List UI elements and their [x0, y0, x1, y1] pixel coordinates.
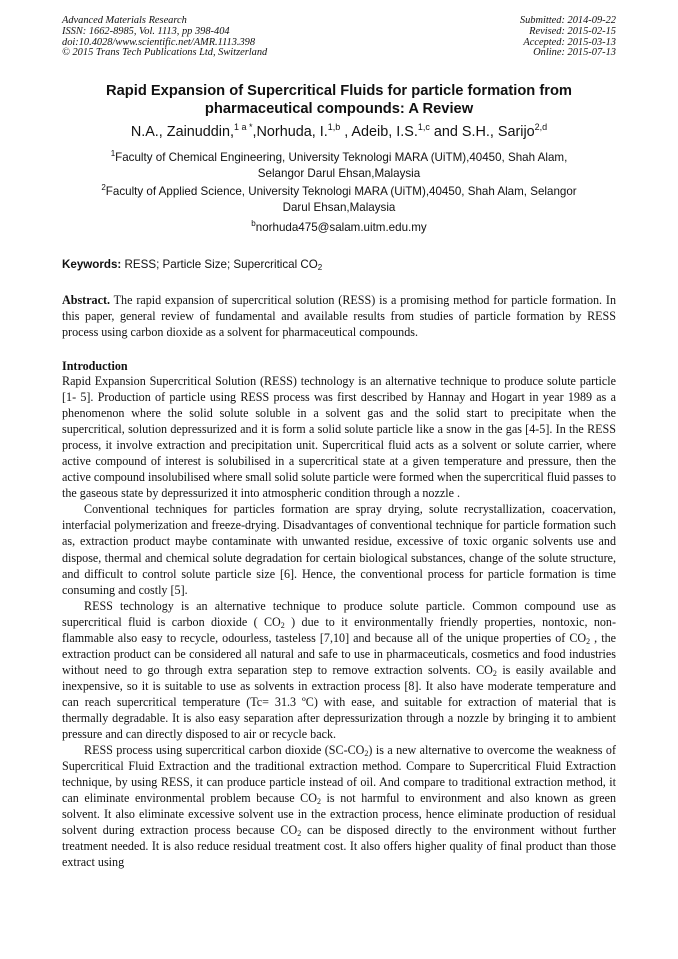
abstract-text: The rapid expansion of supercritical solution (RESS) is a promising method for particle formation. In this paper, general review of fundamental and available results from studies of particle formation by RESS process using carbon dioxide as a solvent for pharmaceutical compounds. [62, 293, 616, 340]
title-line-2: pharmaceutical compounds: A Review [204, 101, 474, 117]
paragraph-1: Rapid Expansion Supercritical Solution (RESS) technology is an alternative technique to produce solute particle [1- 5]. Production of particle using RESS process was first described by Hannay and Hogart in year 1989 as a phenomenon where the solid solute soluble in a solvent gas and the solid start to precipitate when the supercritical, solution depressurized and it is form a solid solute particle like a snow in the gas [4-5]. In the RESS process, it involve extraction and precipitation unit. Supercritical fluid acts as a solvent or solute carrier, where active compound of interest is solubilised in a supercritical state at a given temperature and pressure, then the active compound insolubilised where small solid solute particle were formed when the supercritical fluid passes to the gaseous state by depressurized it into atmospheric condition through a nozzle . [62, 374, 616, 501]
keywords-text: RESS; Particle Size; Supercritical CO [121, 258, 318, 271]
affiliation-2-line-1: Faculty of Applied Science, University Teknologi MARA (UiTM),40450, Shah Alam, Selangor [105, 185, 577, 198]
introduction-body [62, 373, 616, 870]
affiliation-1 [62, 150, 616, 181]
co2-subscript: 2 [297, 829, 302, 839]
co2-subscript: 2 [492, 668, 497, 678]
paragraph-4-part-a: RESS process using supercritical carbon dioxide (SC-CO [84, 743, 365, 758]
author-2: ,Norhuda, I. [252, 124, 328, 140]
keywords-label: Keywords: [62, 258, 122, 271]
paragraph-4-part-b: ) is a new alternative to overcome the weakness of Supercritical Fluid Extraction and the traditional extraction method. Compare to Supercritical Fluid Extraction technique, by using RESS, it can produce particle instead of oil. And compare to traditional extraction method, it can eliminate environmental problem because CO [62, 743, 616, 806]
section-heading-introduction: Introduction [62, 359, 128, 373]
paragraph-4 [62, 742, 616, 870]
co2-subscript: 2 [316, 797, 321, 807]
co2-subscript: 2 [280, 620, 285, 630]
email-address[interactable]: norhuda475@salam.uitm.edu.my [255, 221, 427, 234]
affiliation-1-marker: 1 [110, 149, 116, 158]
affiliation-1-line-1: Faculty of Chemical Engineering, University Teknologi MARA (UiTM),40450, Shah Alam, [115, 151, 568, 164]
affiliation-1-line-2: Selangor Darul Ehsan,Malaysia [257, 166, 421, 180]
corresponding-email [62, 220, 616, 236]
author-3-affil: 1,c [417, 122, 430, 132]
paragraph-3 [62, 598, 616, 742]
keywords-subscript: 2 [317, 263, 323, 272]
paragraph-3-part-c: , the extraction product can be considered all natural and safe to use in pharmaceuticals, cosmetics and food industries without need to go through extra separation step to remove extraction solvents. CO [62, 630, 616, 677]
paragraph-2: Conventional techniques for particles formation are spray drying, solute recrystallization, coacervation, interfacial polymerization and freeze-drying. Disadvantages of conventional technique for particle formation such as, extraction product maybe contaminate with unwanted residue, excessive of toxic organic solvents use and dispose, thermal and chemical solute degradation for certain biological substances, change of the solute structure, and difficult to control solute particle size [6]. Hence, the conventional process for particle formation is time consuming and costly [5]. [62, 502, 616, 597]
author-4: and S.H., Sarijo [429, 124, 535, 140]
abstract-label: Abstract. [62, 293, 111, 307]
paper-title [62, 82, 616, 118]
author-4-affil: 2,d [534, 122, 548, 132]
paragraph-3-part-a: RESS technology is an alternative technique to produce solute particle. Common compound use as supercritical fluid is carbon dioxide ( CO [62, 598, 616, 629]
doi-line: doi:10.4028/www.scientific.net/AMR.1113.398 [62, 36, 256, 48]
journal-info [62, 16, 267, 59]
keywords [62, 257, 616, 272]
author-3: , Adeib, I.S. [340, 124, 418, 140]
submitted-date: Submitted: 2014-09-22 [519, 15, 616, 26]
affiliation-2-marker: 2 [101, 183, 106, 192]
online-date: Online: 2015-07-13 [533, 47, 616, 59]
email-marker: b [251, 219, 256, 228]
paragraph-4-part-d: can be disposed directly to the environment without further treatment needed. It is also reduce residual treatment cost. It also offers higher quality of final product than those extract using [62, 823, 616, 870]
author-list [62, 123, 616, 141]
copyright-line: © 2015 Trans Tech Publications Ltd, Switzerland [62, 47, 268, 59]
issn-line: ISSN: 1662-8985, Vol. 1113, pp 398-404 [62, 25, 230, 37]
author-1-affil: 1 a * [234, 122, 253, 132]
paragraph-3-part-d: is easily available and inexpensive, so it is suitable to use as solvents in extraction process [8]. It also have moderate temperature and can reach supercritical temperature (Tc= 31.3 ºC) with ease, and suitable for extraction of material that is thermally degradable. It is also easy separation after depressurization through a nozzle by bringing it to ambient pressure and can directly disposed to air or recycle back. [62, 662, 616, 742]
abstract [62, 292, 616, 341]
title-line-1: Rapid Expansion of Supercritical Fluids for particle formation from [106, 83, 572, 99]
accepted-date: Accepted: 2015-03-13 [523, 36, 616, 48]
author-2-affil: 1,b [327, 122, 341, 132]
co2-subscript: 2 [586, 636, 591, 646]
co2-subscript: 2 [364, 749, 369, 759]
author-1: N.A., Zainuddin, [130, 124, 234, 140]
affiliation-2-line-2: Darul Ehsan,Malaysia [282, 200, 396, 214]
paragraph-4-part-c: is not harmful to environment and also known as green solvent. It also eliminate excessive solvent use in the extraction process, hence eliminate production of residual solvent during extraction process because CO [62, 791, 616, 838]
revised-date: Revised: 2015-02-15 [529, 25, 616, 37]
journal-name: Advanced Materials Research [62, 15, 187, 26]
paragraph-3-part-b: ) due to it environmentally friendly properties, nontoxic, non-flammable also easy to recycle, odourless, tasteless [7,10] and because all of the unique properties of CO [62, 614, 617, 645]
publication-dates [520, 16, 616, 59]
affiliation-2 [62, 184, 616, 215]
